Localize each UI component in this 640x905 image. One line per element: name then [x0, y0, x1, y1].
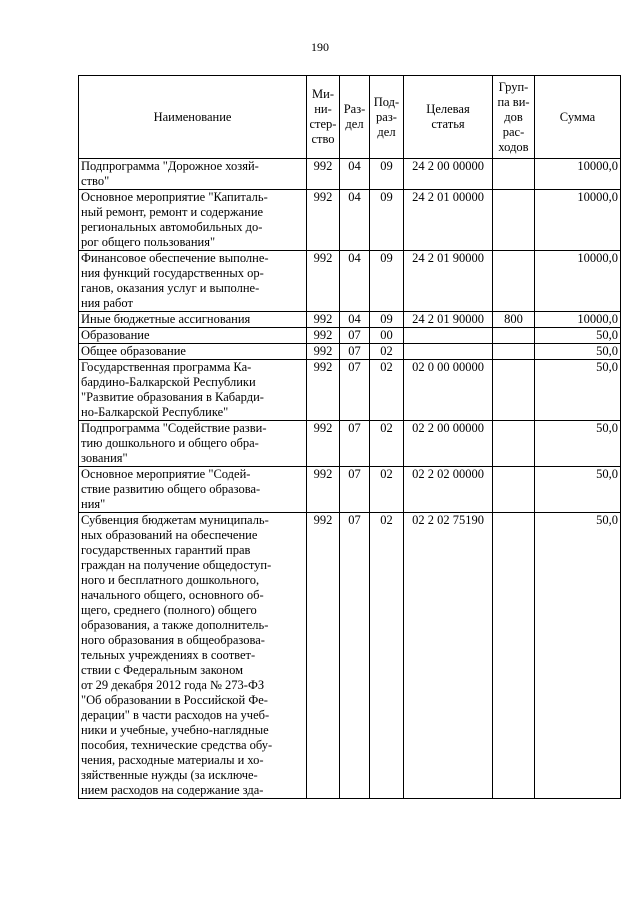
- cell-subsection: 02: [370, 467, 404, 513]
- table-row: [79, 159, 621, 190]
- header-name: Наименование: [79, 76, 307, 159]
- cell-name: Основное мероприятие "Капиталь- ный ремонт, ремонт и содержание региональных автомобильных до- рог общего пользования": [79, 190, 307, 251]
- cell-section: 04: [340, 190, 370, 251]
- cell-target-item: 24 2 01 90000: [404, 251, 493, 312]
- cell-section: 07: [340, 360, 370, 421]
- cell-ministry: 992: [307, 328, 340, 344]
- table-row: [79, 328, 621, 344]
- cell-subsection: 09: [370, 251, 404, 312]
- cell-target-item: 24 2 01 00000: [404, 190, 493, 251]
- cell-target-item: 02 2 02 75190: [404, 513, 493, 799]
- cell-section: 07: [340, 328, 370, 344]
- cell-ministry: 992: [307, 467, 340, 513]
- cell-amount: 10000,0: [535, 251, 621, 312]
- table-row: [79, 513, 621, 799]
- cell-subsection: 02: [370, 344, 404, 360]
- cell-subsection: 00: [370, 328, 404, 344]
- cell-ministry: 992: [307, 513, 340, 799]
- table-row: [79, 421, 621, 467]
- header-ministry: Ми- ни- стер- ство: [307, 76, 340, 159]
- cell-amount: 50,0: [535, 360, 621, 421]
- cell-name: Государственная программа Ка- бардино-Балкарской Республики "Развитие образования в Кабарди- но-Балкарской Республике": [79, 360, 307, 421]
- cell-subsection: 09: [370, 312, 404, 328]
- cell-section: 04: [340, 159, 370, 190]
- cell-expense-group: [493, 344, 535, 360]
- budget-table: [78, 75, 621, 799]
- table-row: [79, 360, 621, 421]
- cell-name: Субвенция бюджетам муниципаль- ных образований на обеспечение государственных гарантий прав граждан на получение общедоступ- ного и бесплатного дошкольного, начального общего, основного об- щего, среднего (полного) общего образования, а также дополнитель- ного образования в общеобразова- тельных учреждениях в соответ- ствии с Федеральным законом от 29 декабря 2012 года № 273-ФЗ "Об образовании в Российской Фе- дерации" в части расходов на учеб- ники и учебные, учебно-наглядные пособия, технические средства обу- чения, расходные материалы и хо- зяйственные нужды (за исключе- нием расходов на содержание зда-: [79, 513, 307, 799]
- cell-amount: 10000,0: [535, 159, 621, 190]
- page-number: 190: [311, 40, 329, 54]
- table-row: [79, 312, 621, 328]
- cell-expense-group: [493, 421, 535, 467]
- cell-name: Подпрограмма "Содействие разви- тию дошкольного и общего обра- зования": [79, 421, 307, 467]
- cell-ministry: 992: [307, 251, 340, 312]
- cell-name: Образование: [79, 328, 307, 344]
- table-row: [79, 190, 621, 251]
- cell-target-item: 02 2 00 00000: [404, 421, 493, 467]
- cell-ministry: 992: [307, 190, 340, 251]
- cell-expense-group: [493, 251, 535, 312]
- cell-amount: 50,0: [535, 328, 621, 344]
- cell-amount: 50,0: [535, 421, 621, 467]
- cell-name: Финансовое обеспечение выполне- ния функций государственных ор- ганов, оказания услуг и выполне- ния работ: [79, 251, 307, 312]
- cell-section: 07: [340, 421, 370, 467]
- cell-expense-group: [493, 328, 535, 344]
- cell-expense-group: [493, 190, 535, 251]
- table-row: [79, 344, 621, 360]
- cell-subsection: 02: [370, 360, 404, 421]
- cell-subsection: 02: [370, 513, 404, 799]
- cell-subsection: 02: [370, 421, 404, 467]
- cell-target-item: 02 0 00 00000: [404, 360, 493, 421]
- cell-name: Основное мероприятие "Содей- ствие развитию общего образова- ния": [79, 467, 307, 513]
- cell-ministry: 992: [307, 312, 340, 328]
- cell-amount: 50,0: [535, 467, 621, 513]
- cell-name: Общее образование: [79, 344, 307, 360]
- cell-section: 07: [340, 513, 370, 799]
- cell-target-item: 24 2 01 90000: [404, 312, 493, 328]
- cell-expense-group: [493, 159, 535, 190]
- cell-ministry: 992: [307, 344, 340, 360]
- cell-expense-group: [493, 360, 535, 421]
- cell-subsection: 09: [370, 190, 404, 251]
- cell-target-item: [404, 328, 493, 344]
- cell-name: Подпрограмма "Дорожное хозяй- ство": [79, 159, 307, 190]
- cell-name: Иные бюджетные ассигнования: [79, 312, 307, 328]
- cell-section: 04: [340, 312, 370, 328]
- table-row: [79, 251, 621, 312]
- cell-ministry: 992: [307, 421, 340, 467]
- cell-amount: 50,0: [535, 513, 621, 799]
- table-header-row: [79, 76, 621, 159]
- cell-section: 04: [340, 251, 370, 312]
- cell-target-item: 24 2 00 00000: [404, 159, 493, 190]
- cell-section: 07: [340, 344, 370, 360]
- cell-expense-group: 800: [493, 312, 535, 328]
- cell-expense-group: [493, 513, 535, 799]
- table-row: [79, 467, 621, 513]
- cell-expense-group: [493, 467, 535, 513]
- cell-amount: 10000,0: [535, 312, 621, 328]
- header-subsection: Под- раз- дел: [370, 76, 404, 159]
- header-amount: Сумма: [535, 76, 621, 159]
- cell-amount: 50,0: [535, 344, 621, 360]
- cell-ministry: 992: [307, 360, 340, 421]
- cell-section: 07: [340, 467, 370, 513]
- header-section: Раз- дел: [340, 76, 370, 159]
- cell-target-item: 02 2 02 00000: [404, 467, 493, 513]
- cell-subsection: 09: [370, 159, 404, 190]
- cell-amount: 10000,0: [535, 190, 621, 251]
- header-target-item: Целевая статья: [404, 76, 493, 159]
- header-expense-group: Груп- па ви- дов рас- ходов: [493, 76, 535, 159]
- cell-target-item: [404, 344, 493, 360]
- cell-ministry: 992: [307, 159, 340, 190]
